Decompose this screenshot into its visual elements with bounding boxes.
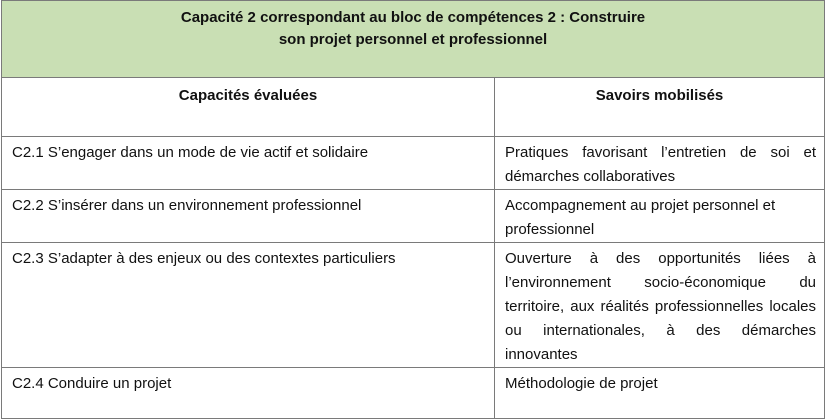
savoirs-cell: Ouverture à des opportunités liées à l’environnement socio-économique du territoire, aux réalités professionnelles locales ou internationales, à des démarches innovantes xyxy=(495,243,825,368)
table-row xyxy=(2,137,825,190)
competences-table xyxy=(1,0,825,419)
table-header-row xyxy=(2,78,825,137)
table-row xyxy=(2,190,825,243)
savoirs-cell: Accompagnement au projet personnel et professionnel xyxy=(495,190,825,243)
capacite-cell: C2.1 S’engager dans un mode de vie actif et solidaire xyxy=(2,137,495,190)
column-header-capacites: Capacités évaluées xyxy=(2,78,495,137)
column-header-savoirs: Savoirs mobilisés xyxy=(495,78,825,137)
capacite-cell: C2.4 Conduire un projet xyxy=(2,368,495,419)
table-row xyxy=(2,243,825,368)
table-title-line-1: Capacité 2 correspondant au bloc de compétences 2 : Construire xyxy=(180,9,646,26)
table-row xyxy=(2,368,825,419)
table-title-row xyxy=(2,1,825,78)
table-title xyxy=(2,1,825,78)
savoirs-cell: Méthodologie de projet xyxy=(495,368,825,419)
table-title-line-2: son projet personnel et professionnel xyxy=(278,31,548,48)
capacite-cell: C2.3 S’adapter à des enjeux ou des contextes particuliers xyxy=(2,243,495,368)
savoirs-cell: Pratiques favorisant l’entretien de soi et démarches collaboratives xyxy=(495,137,825,190)
capacite-cell: C2.2 S’insérer dans un environnement professionnel xyxy=(2,190,495,243)
